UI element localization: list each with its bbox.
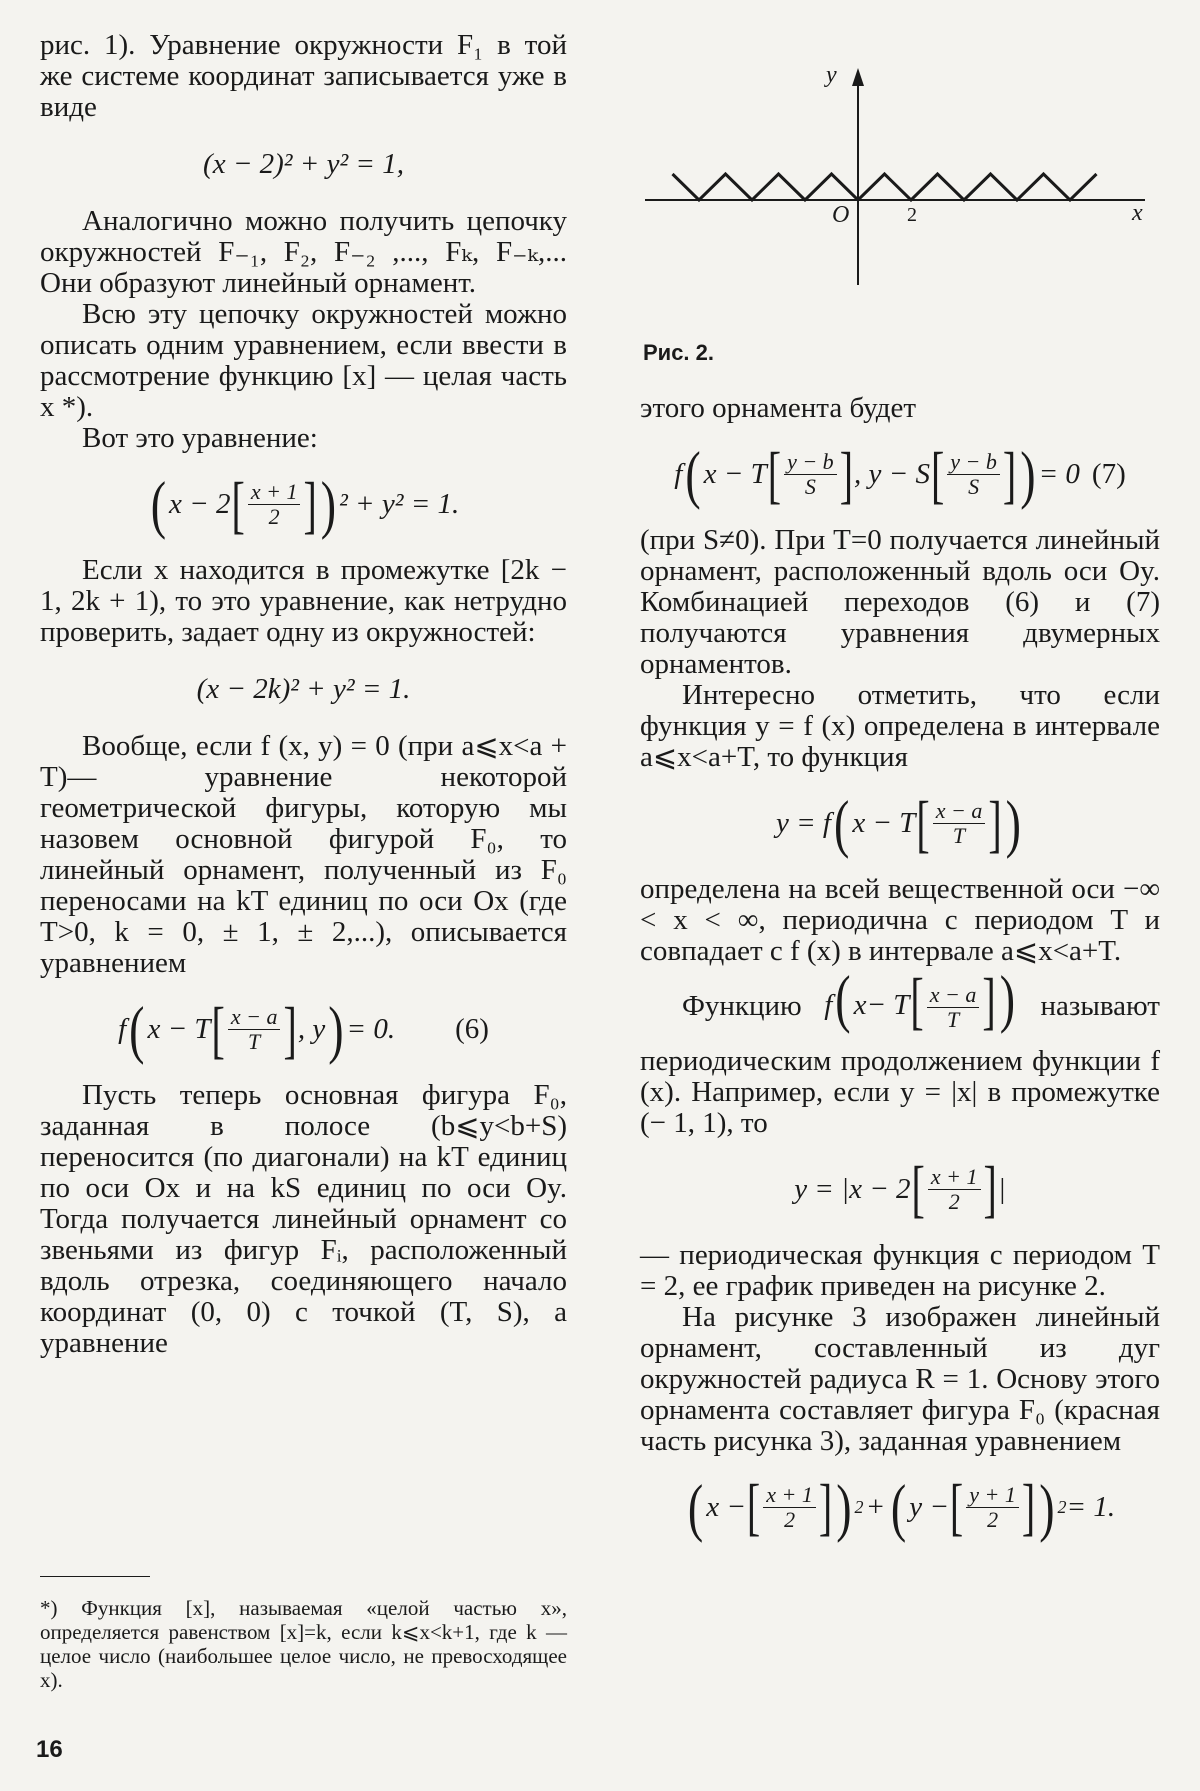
equation-label: (6): [455, 1013, 489, 1045]
paragraph: рис. 1). Уравнение окружности F₁ в той же системе координат записывается уже в виде: [40, 29, 567, 123]
paragraph: (при S≠0). При T=0 получается линейный орнамент, расположенный вдоль оси Oy. Комбинацией переходов (6) и (7) получаются уравнения двумерных орнаментов.: [640, 524, 1160, 680]
right-column: [640, 393, 1160, 1558]
paragraph: Пусть теперь основная фигура F₀, заданная в полосе (b⩽y<b+S) переносится (по диагонали) на kT единиц по оси Ox и на kS единиц по оси Oy. Тогда получается линейный орнамент со звеньями из фигур Fᵢ, расположенный вдоль отрезка, соединяющего начало координат (0, 0) с точкой (T, S), а уравнение: [40, 1079, 567, 1359]
footnote-rule: [40, 1576, 150, 1577]
figure-2-graph: [640, 30, 1160, 320]
paragraph: Вот это уравнение:: [82, 422, 318, 454]
y-axis-label: y: [826, 62, 837, 88]
paragraph: определена на всей вещественной оси −∞ < x < ∞, периодична с периодом T и совпадает с f (x) в интервале a⩽x<a+T.: [640, 873, 1160, 967]
paragraph: этого орнамента будет: [640, 392, 917, 424]
equation-abs: y = |x − 2 [ $\frac{x + 1}{2}$ ] |: [794, 1152, 1006, 1225]
equation-1: (x − 2)² + y² = 1,: [203, 148, 404, 180]
figure-caption: Рис. 2.: [643, 340, 715, 365]
x-axis-label: x: [1132, 200, 1143, 226]
equation-7: f ( x − T [ $\frac{y - b}{S}$ ] , y − S [ $\frac{y - b}{S}$ ] ) = 0 (7): [674, 437, 1126, 511]
tick-label-2: 2: [907, 204, 917, 226]
equation-label: (7): [1091, 458, 1126, 490]
left-column: [40, 30, 567, 1359]
origin-label: O: [832, 202, 850, 228]
equation-periodic: y = f ( x − T [ $\frac{x - a}{T}$ ] ): [775, 786, 1021, 860]
paragraph: Интересно отметить, что если функция y = f (x) определена в интервале a⩽x<a+T, то функция: [640, 679, 1160, 773]
paragraph: Всю эту цепочку окружностей можно описать одним уравнением, если ввести в рассмотрение функцию [x] — целая часть x *).: [40, 298, 567, 423]
equation-2: ( x − 2 [ $\frac{x + 1}{2}$ ] ) ² + y² = 1.: [150, 467, 460, 541]
periodic-function-line: [673, 174, 1097, 200]
paragraph: Аналогично можно получить цепочку окружностей F₋₁, F₂, F₋₂ ,..., Fₖ, F₋ₖ,... Они образуют линейный орнамент.: [40, 205, 567, 299]
paragraph: На рисунке 3 изображен линейный орнамент, составленный из дуг окружностей радиуса R = 1. Основу этого орнамента составляет фигура F₀ (красная часть рисунка 3), заданная уравнением: [640, 1300, 1160, 1457]
y-axis-arrow: [852, 68, 864, 86]
paragraph: Если x находится в промежутке [2k − 1, 2k + 1), то это уравнение, как нетрудно проверить, задает одну из окружностей:: [40, 554, 567, 648]
equation-f0: ( x − [ $\frac{x + 1}{2}$ ] ) 2 + ( y − [ $\frac{y + 1}{2}$ ] ) 2 = 1.: [687, 1470, 1116, 1544]
equation-3: (x − 2k)² + y² = 1.: [196, 673, 411, 705]
footnote: *) Функция [x], называемая «целой частью x», определяется равенством [x]=k, если k⩽x<k+1, где k — целое число (наибольшее целое число, не превосходящее x).: [40, 1596, 567, 1692]
paragraph: Вообще, если f (x, y) = 0 (при a⩽x<a + T)— уравнение некоторой геометрической фигуры, которую мы назовем основной фигурой F₀, то линейный орнамент, полученный из F₀ переносами на kT единиц по оси Ox (где T>0, k = 0, ± 1, ± 2,...), описывается уравнением: [40, 730, 567, 979]
paragraph: — периодическая функция с периодом T = 2, ее график приведен на рисунке 2.: [640, 1238, 1160, 1302]
page-number: 16: [36, 1736, 63, 1763]
paragraph: периодическим продолжением функции f (x). Например, если y = |x| в промежутке (− 1, 1), то: [640, 1044, 1160, 1139]
inline-equation-line: Функцию f( x− T[ $\frac{x - a}{T}$ ]) называют: [682, 962, 1160, 1037]
equation-6: f ( x − T [ $\frac{x - a}{T}$ ] , y ) = 0. (6): [118, 992, 489, 1066]
